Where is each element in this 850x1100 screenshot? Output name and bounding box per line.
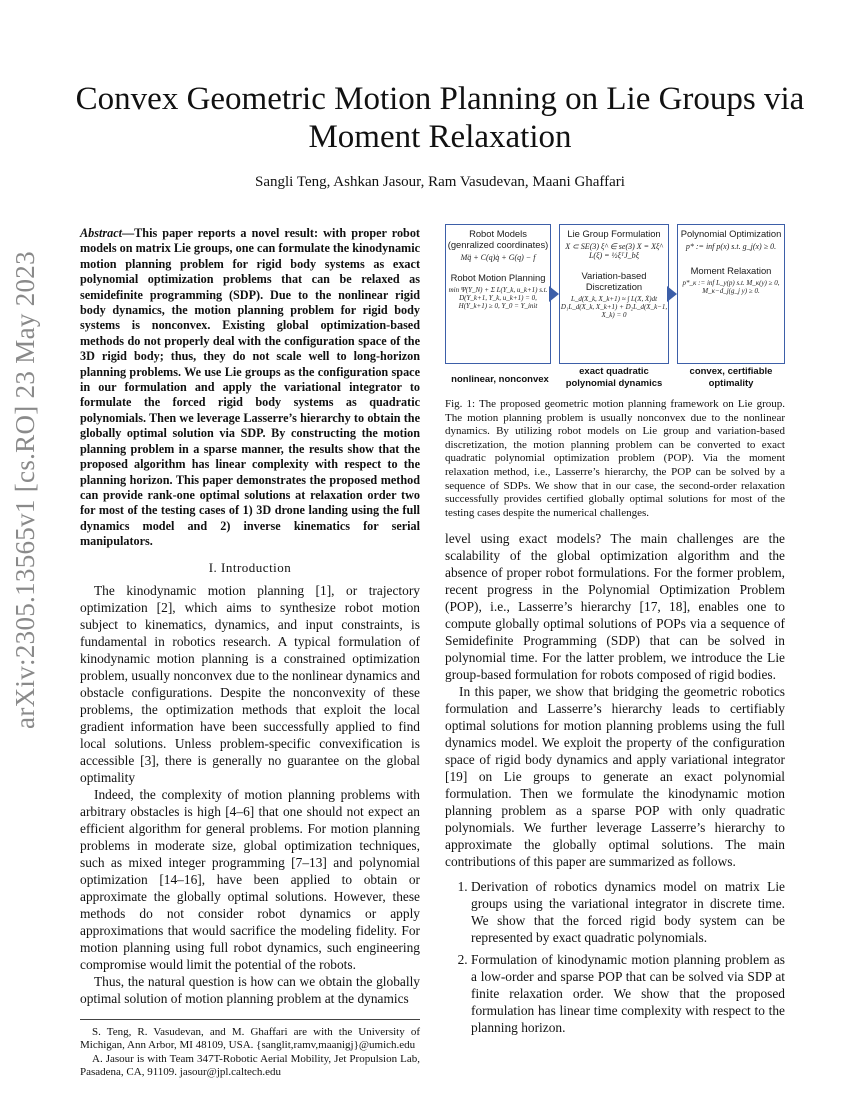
paper-title: Convex Geometric Motion Planning on Lie Groups via Moment Relaxation [75, 81, 805, 155]
arxiv-stamp: arXiv:2305.13565v1 [cs.RO] 23 May 2023 [10, 251, 40, 729]
robot-models-box [445, 224, 551, 364]
box-equation: X ⊂ SE(3) ξ^ ∈ se(3) X = Xξ^ L(ξ) = ½ξᵀJ_bξ [565, 242, 663, 260]
paragraph: Thus, the natural question is how can we obtain the globally optimal solution of motion planning problem at the dynamics [80, 973, 420, 1006]
abstract [80, 226, 420, 550]
list-item: 2. Formulation of kinodynamic motion planning problem as a low-order and sparse POP that can be solved via SDP at finite relaxation order. We show that the proposed formulation has linear time complexity with respect to the planning horizon. [471, 951, 785, 1036]
box-subtitle: Moment Relaxation [690, 265, 772, 276]
box-equation: Mq̈ + C(q)q̇ + G(q) − f [460, 253, 536, 262]
footnote: S. Teng, R. Vasudevan, and M. Ghaffari are with the University of Michigan, Ann Arbor, MI 48109, USA. {sanglit,ramv,maanigj}@umich.edu [80, 1025, 420, 1052]
right-column [445, 530, 785, 1041]
lie-group-box [559, 224, 669, 364]
box-subtitle: Robot Motion Planning [450, 272, 546, 283]
box-equation: L_d(X_k, X_k+1) ≈ ∫ L(X, Ẋ)dt D₁L_d(X_k, X_k+1) + D₂L_d(X_k−1, X_k) = 0 [560, 295, 668, 319]
figure-caption: Fig. 1: The proposed geometric motion planning framework on Lie group. The motion planning problem is usually nonconvex due to the nonlinear dynamics. By utilizing robot models on Lie group and variation-based discretization, the motion planning problem can be converted to exact quadratic polynomial optimization problem (POP). Via the moment relaxation method, i.e., Lasserre’s hierarchy, the POP can be solved by a sequence of SDPs. We show that in our case, the second-order relaxation successfully provides certified globally optimal solutions for most of the testing cases despite the numerical challenges. [445, 398, 785, 519]
box-title: Lie Group Formulation [567, 228, 661, 239]
figure-label: exact quadratic polynomial dynamics [565, 366, 663, 389]
box-title: Polynomial Optimization [680, 228, 782, 239]
figure-label: nonlinear, nonconvex [451, 374, 549, 385]
box-subtitle: Variation-based Discretization [581, 270, 647, 292]
footnotes [80, 1019, 420, 1080]
list-item: 1. Derivation of robotics dynamics model on matrix Lie groups using the variational integrator in discrete time. We show that the forced rigid body system can be represented by exact quadratic polynomials. [471, 878, 785, 946]
paragraph: level using exact models? The main challenges are the scalability of the global optimization algorithm and the absence of proper robot formulations. For the former problem, recent progress in the Polynomial Optimization Problem (POP), i.e., Lasserre’s hierarchy [17, 18], enables one to compute globally optimal solutions of POPs via a sequence of Semidefinite Programming (SDP) that can be solved in polynomial time. For the latter problem, we introduce the Lie group-based formulation for robots composed of rigid bodies. [445, 531, 785, 682]
arrow-icon [667, 286, 677, 302]
section-heading: I. Introduction [208, 559, 292, 575]
polynomial-optimization-box [677, 224, 785, 364]
figure-label: convex, certifiable optimality [689, 366, 773, 389]
left-column [80, 226, 420, 1080]
abstract-text: —This paper reports a novel result: with proper robot models on matrix Lie groups, one can formulate the kinodynamic motion planning problem for rigid body systems as exact polynomial optimization problems that can be relaxed as semidefinite programming (SDP). Due to the nonlinear rigid body dynamics, the motion planning problem for rigid body systems is nonconvex. Existing global optimization-based methods do not properly deal with the configuration space of the 3D rigid body; thus, they do not scale well to long-horizon planning problems. We use Lie groups as the configuration space in our formulation and apply the variational integrator to formulate the forced rigid body systems as quadratic polynomials. Then we leverage Lasserre’s hierarchy to obtain the globally optimal solution via SDP. By constructing the motion planning problem in a sparse manner, the results show that the proposed algorithm has linear complexity with respect to the planning horizon. This paper demonstrates the proposed method can provide rank-one optimal solutions at relaxation order two for most of the testing cases of 1) 3D drone landing using the full dynamics model and 2) inverse kinematics for serial manipulators. [80, 226, 420, 549]
box-equation: min Ψ(Y_N) + Σ L(Y_k, u_k+1) s.t. D(Y_k+1, Y_k, u_k+1) = 0, H(Y_k+1) ≥ 0, Y_0 = Y_init [448, 286, 548, 310]
paragraph: The kinodynamic motion planning [1], or trajectory optimization [2], which aims to synthesize robot motion subject to kinematics, dynamics, and input constraints, is fundamental in robotics research. A typical formulation of kinodynamic motion planning is a constrained optimization problem, usually nonconvex due to the nonlinear dynamics and obstacle configurations. Despite the nonconvexity of these problems, the optimization methods that exploit the local gradient information have been successfully applied to find local solutions. Unless problem-specific convexification is accessible [3], there is generally no guarantee on the global optimality [80, 582, 420, 785]
paragraph: In this paper, we show that bridging the geometric robotics formulation and Lasserre’s hierarchy leads to certifiably optimal solutions for motion planning problems using the full dynamics model. We exploit the property of the configuration space of rigid body dynamics and apply variational integrator [19] on Lie groups to generate an exact polynomial formulation. Then we formulate the kinodynamic motion planning problem as a sparse POP with only quadratic polynomials. We further leverage Lasserre’s hierarchy to approximate the globally optimal solutions. The main contributions of this paper are summarized as follows. [445, 684, 785, 869]
box-title: Robot Models (genralized coordinates) [447, 228, 549, 250]
box-equation: p* := inf p(x) s.t. g_j(x) ≥ 0. [685, 242, 777, 251]
box-equation: p*_κ := inf L_y(p) s.t. M_κ(y) ≥ 0, M_κ−d_j(g_j y) ≥ 0. [682, 279, 780, 295]
abstract-label: Abstract [80, 226, 122, 240]
contribution-list [445, 878, 785, 1036]
figure-1 [445, 224, 785, 390]
author-list: Sangli Teng, Ashkan Jasour, Ram Vasudevan, Maani Ghaffari [255, 174, 625, 190]
paragraph: Indeed, the complexity of motion planning problems with arbitrary obstacles is high [4–6] that one should not expect an efficient algorithm for general problems. For motion planning problems in moderate size, global optimization techniques, such as mixed integer programming [7–13] and polynomial optimization [14–16], have been applied to obtain or approximate the globally optimal solutions. However, these methods do not consider robot dynamics or apply approximations that would sacrifice the modeling fidelity. For motion planning using full robot dynamics, such engineering compromise would limit the potential of the robots. [80, 786, 420, 972]
footnote: A. Jasour is with Team 347T-Robotic Aerial Mobility, Jet Propulsion Lab, Pasadena, CA, 91109. jasour@jpl.caltech.edu [80, 1052, 420, 1079]
arrow-icon [549, 286, 559, 302]
